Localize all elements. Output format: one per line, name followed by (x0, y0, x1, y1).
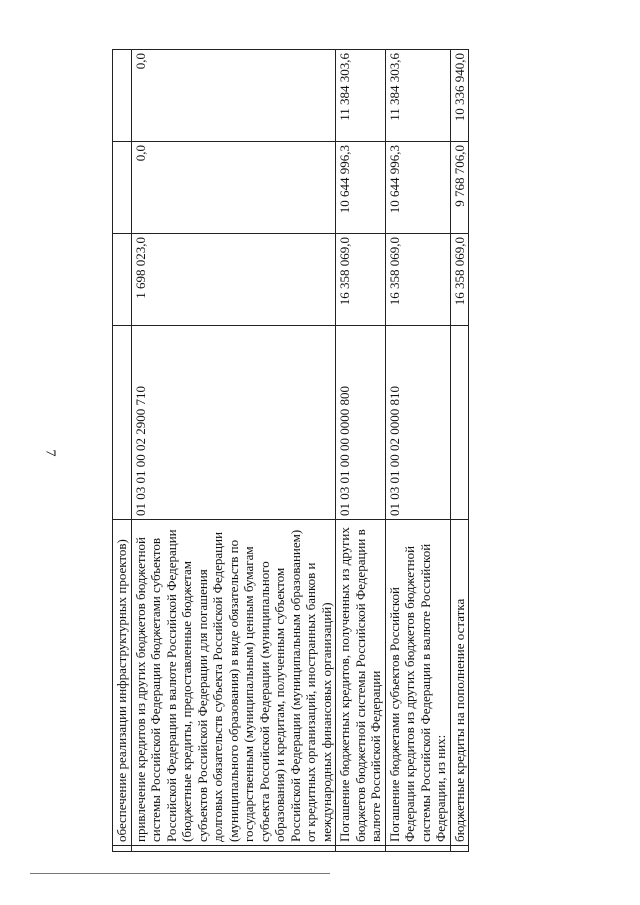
row-value-2-cell: 10 644 996,3 (385, 142, 450, 234)
row-code-cell (113, 326, 132, 520)
row-value-1-cell: 16 358 069,0 (336, 234, 386, 326)
row-code-cell: 01 03 01 00 02 0000 810 (385, 326, 450, 520)
row-name-cell: бюджетные кредиты на пополнение остатка (450, 520, 469, 846)
row-value-1-cell (113, 234, 132, 326)
row-code-cell (450, 326, 469, 520)
row-value-3-cell: 0,0 (131, 50, 336, 142)
row-index-cell (385, 846, 450, 852)
row-value-2-cell: 9 768 706,0 (450, 142, 469, 234)
table-row (113, 50, 132, 852)
row-value-1-cell: 16 358 069,0 (450, 234, 469, 326)
row-value-3-cell: 11 384 303,6 (385, 50, 450, 142)
page-number: 7 (42, 449, 58, 457)
row-code-cell: 01 03 01 00 00 0000 800 (336, 326, 386, 520)
row-value-3-cell: 11 384 303,6 (336, 50, 386, 142)
budget-sources-table (112, 49, 469, 852)
table-row (385, 50, 450, 852)
row-value-2-cell: 10 644 996,3 (336, 142, 386, 234)
row-value-1-cell: 1 698 023,0 (131, 234, 336, 326)
row-value-3-cell: 10 336 940,0 (450, 50, 469, 142)
row-name-cell: Погашение бюджетами субъектов Российской Федерации кредитов из других бюджетов бюджетной системы Российской Федерации в валюте Российской Федерации, из них: (385, 520, 450, 846)
rotated-table-container (112, 50, 603, 852)
row-code-cell: 01 03 01 00 02 2900 710 (131, 326, 336, 520)
row-name-cell: привлечение кредитов из других бюджетов бюджетной системы Российской Федерации бюджетами субъектов Российской Федерации в валюте Российской Федерации (бюджетные кредиты, предоставленные бюджетам субъектов Российской Федерации для погашения долговых обязательств субъекта Российской Федерации (муниципального образования) в виде обязательств по государственным (муниципальным) ценным бумагам субъекта Российской Федерации (муниципального образования) и кредитам, полученным субъектом Российской Федерации (муниципальным образованием) от кредитных организаций, иностранных банков и международных финансовых организаций) (131, 520, 336, 846)
row-name-cell: Погашение бюджетных кредитов, полученных из других бюджетов бюджетной системы Российской Федерации в валюте Российской Федерации (336, 520, 386, 846)
row-index-cell (450, 846, 469, 852)
row-value-2-cell: 0,0 (131, 142, 336, 234)
table-row (131, 50, 336, 852)
row-value-1-cell: 16 358 069,0 (385, 234, 450, 326)
row-index-cell (113, 846, 132, 852)
table-row (450, 50, 469, 852)
row-value-3-cell (113, 50, 132, 142)
row-name-cell: обеспечение реализации инфраструктурных проектов) (113, 520, 132, 846)
row-index-cell (131, 846, 336, 852)
row-index-cell (336, 846, 386, 852)
bottom-divider (30, 873, 330, 874)
table-row (336, 50, 386, 852)
row-value-2-cell (113, 142, 132, 234)
